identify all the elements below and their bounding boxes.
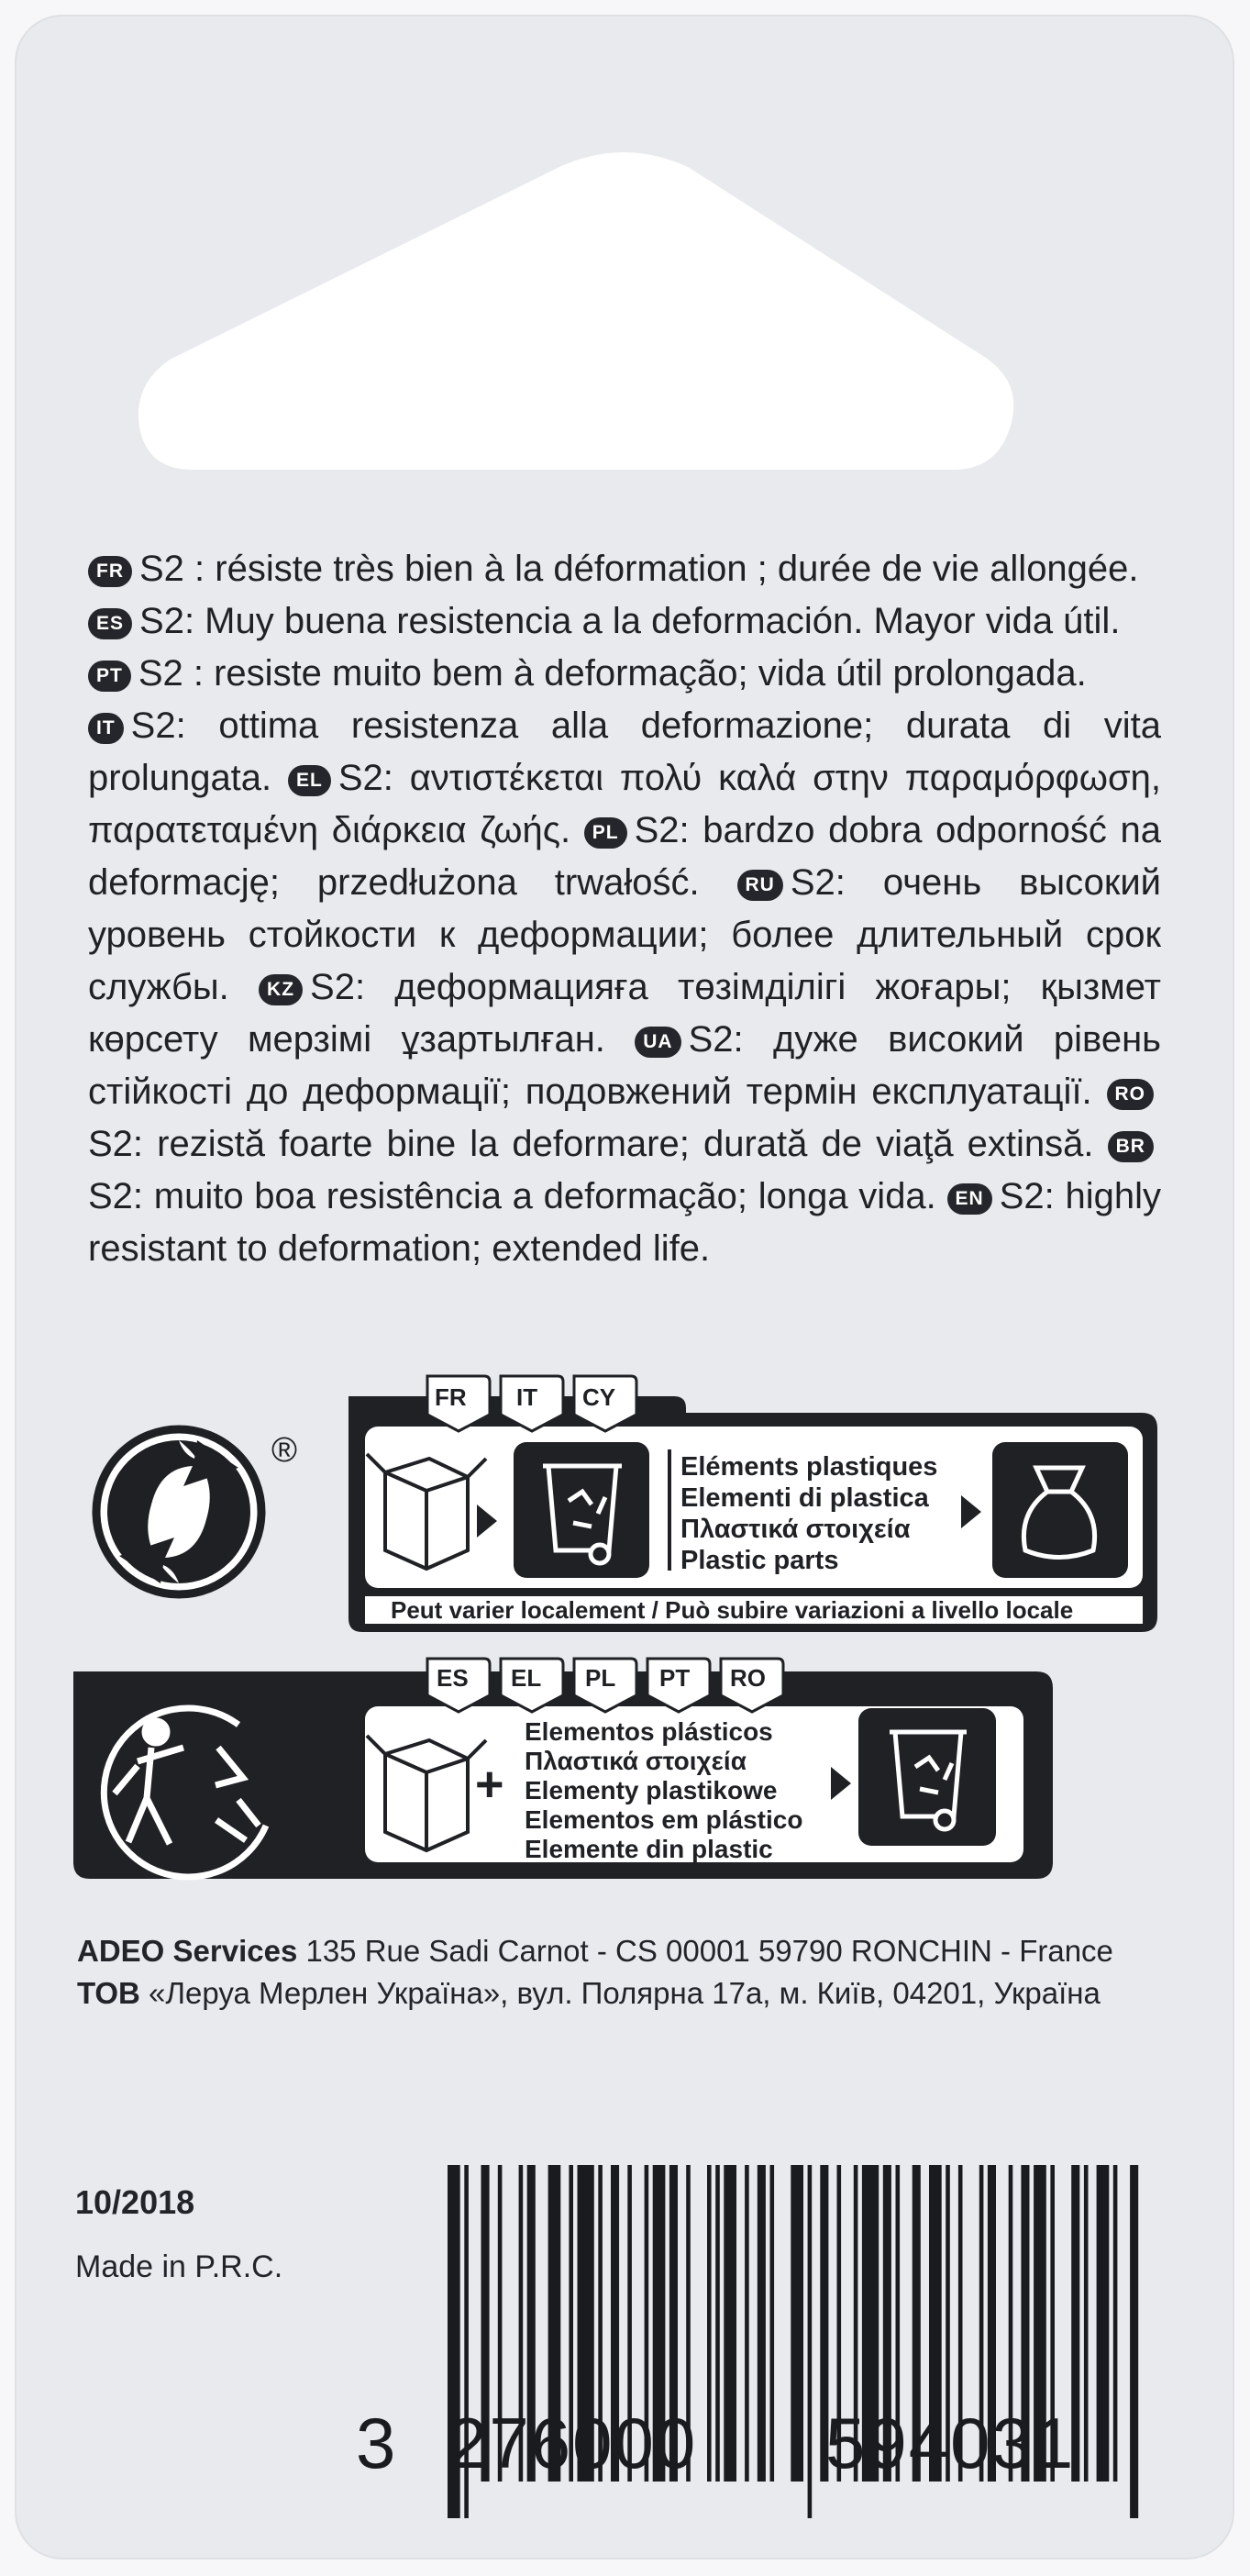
barcode-bar	[1130, 2165, 1138, 2518]
lang-text-en: S2: highly resistant to deformation; extended life.	[88, 1176, 1161, 1269]
barcode-left-group: 276000	[448, 2403, 698, 2483]
barcode-bar	[1113, 2165, 1118, 2482]
production-date: 10/2018	[75, 2183, 195, 2221]
tab-label: RO	[730, 1664, 766, 1692]
made-in-label: Made in P.R.C.	[75, 2249, 283, 2284]
barcode-bar	[1097, 2165, 1110, 2482]
company-name: ТОВ	[77, 1976, 140, 2010]
address-text: «Леруа Мерлен Україна», вул. Полярна 17а, м. Київ, 04201, Україна	[139, 1976, 1101, 2010]
tab-label: CY	[582, 1383, 616, 1411]
local-variation-note: Peut varier localement / Può subire variazioni a livello locale	[391, 1596, 1074, 1624]
barcode-bar	[745, 2165, 749, 2482]
material-line: Elementos plásticos	[525, 1717, 773, 1746]
barcode-bar	[770, 2165, 775, 2482]
tab-label: IT	[516, 1383, 538, 1411]
material-line: Elementy plastikowe	[525, 1776, 778, 1804]
barcode-bar	[791, 2165, 803, 2482]
lang-badge-pl: PL	[584, 817, 627, 849]
material-line: Eléments plastiques	[680, 1452, 938, 1482]
barcode-bar	[724, 2165, 736, 2482]
tab-label: ES	[437, 1664, 469, 1692]
lang-badge-en: EN	[947, 1183, 992, 1215]
material-line: Elementos em plástico	[525, 1805, 803, 1834]
lang-text-es: S2: Muy buena resistencia a la deformación. Mayor vida útil.	[139, 601, 1121, 641]
barcode-bar	[707, 2165, 712, 2482]
barcode-bar	[715, 2165, 720, 2482]
registered-mark: ®	[271, 1431, 297, 1470]
tab-label: EL	[511, 1664, 542, 1692]
lang-text-pt: S2 : resiste muito bem à deformação; vida útil prolongada.	[138, 653, 1087, 694]
barcode-bar	[758, 2165, 766, 2482]
lang-badge-fr: FR	[88, 556, 132, 587]
lang-badge-ru: RU	[737, 870, 783, 901]
tab-label: PL	[585, 1664, 616, 1692]
address-text: 135 Rue Sadi Carnot - CS 00001 59790 RONCHIN - France	[297, 1934, 1113, 1968]
lang-badge-ro: RO	[1107, 1079, 1155, 1110]
lang-badge-br: BR	[1108, 1131, 1154, 1162]
lang-badge-el: EL	[288, 765, 331, 796]
lang-text-ru: S2: очень высокий уровень стойкости к деформации; более длительный срок службы.	[88, 862, 1162, 1007]
lang-badge-kz: KZ	[259, 974, 303, 1005]
lang-text-ua: S2: дуже високий рівень стійкості до деформації; подовжений термін експлуатації.	[88, 1019, 1161, 1112]
lang-text-pl: S2: bardzo dobra odporność na deformację; przedłużona trwałość.	[88, 810, 1161, 903]
lang-text-fr: S2 : résiste très bien à la déformation ; durée de vie allongée.	[139, 549, 1139, 589]
barcode-bar	[1084, 2165, 1089, 2482]
material-line: Elementi di plastica	[680, 1483, 929, 1513]
tab-label: FR	[435, 1383, 467, 1411]
lang-badge-ua: UA	[635, 1027, 680, 1058]
material-line: Elemente din plastic	[525, 1835, 773, 1863]
material-line: Πλαστικά στοιχεία	[525, 1747, 747, 1775]
barcode-first-digit: 3	[356, 2403, 398, 2483]
lang-badge-pt: PT	[88, 661, 131, 692]
lang-text-el: S2: αντιστέκεται πολύ καλά στην παραμόρφωση, παρατεταμένη διάρκεια ζωής.	[88, 758, 1161, 850]
tab-label: PT	[659, 1664, 691, 1692]
lang-badge-es: ES	[88, 608, 132, 639]
lang-text-it: S2: ottima resistenza alla deformazione; durata di vita prolungata.	[88, 705, 1161, 798]
lang-text-br: S2: muito boa resistência a deformação; longa vida.	[88, 1176, 936, 1216]
material-line: Πλαστικά στοιχεία	[680, 1515, 911, 1544]
lang-text-kz: S2: деформацияға төзімділігі жоғары; қызмет көрсету мерзімі ұзартылған.	[88, 967, 1161, 1060]
barcode-bar	[808, 2165, 813, 2518]
material-line: Plastic parts	[680, 1546, 839, 1575]
barcode-right-group: 594031	[825, 2403, 1076, 2483]
lang-text-ro: S2: rezistă foarte bine la deformare; durată de viaţă extinsă.	[88, 1124, 1094, 1164]
lang-badge-it: IT	[88, 713, 124, 744]
company-name: ADEO Services	[77, 1934, 298, 1968]
plus-sign: +	[475, 1757, 504, 1812]
